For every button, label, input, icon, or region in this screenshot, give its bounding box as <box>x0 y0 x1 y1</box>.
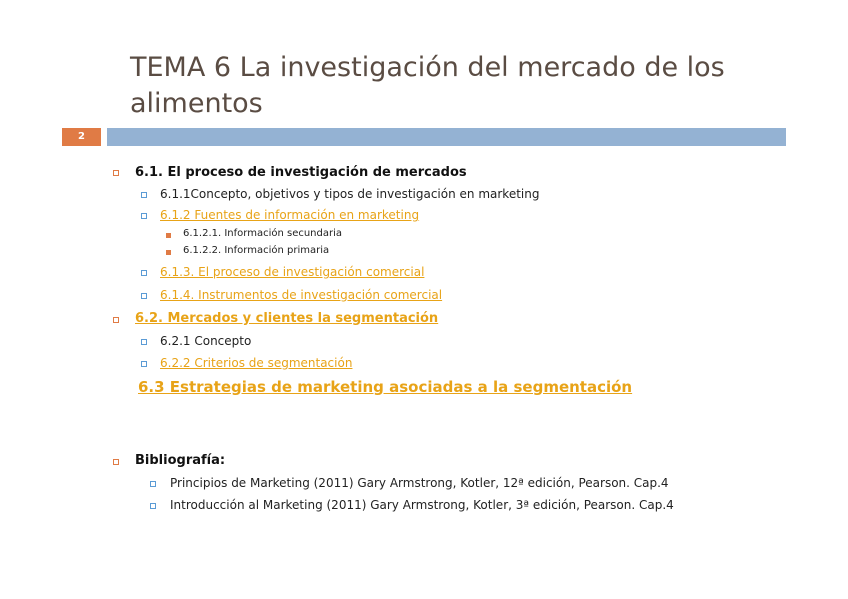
bullet-square-icon <box>113 317 119 323</box>
link-6-1-2[interactable]: 6.1.2 Fuentes de información en marketing <box>160 208 420 222</box>
section-6-1-2-1: 6.1.2.1. Información secundaria <box>183 228 343 239</box>
bullet-square-icon <box>141 293 147 299</box>
bibliography-item: Principios de Marketing (2011) Gary Armstrong, Kotler, 12ª edición, Pearson. Cap.4 <box>170 476 669 490</box>
section-6-1-2-2: 6.1.2.2. Información primaria <box>183 245 330 256</box>
bullet-square-icon <box>141 270 147 276</box>
slide-number: 2 <box>62 128 101 146</box>
section-6-2-1: 6.2.1 Concepto <box>160 334 252 348</box>
section-6-1: 6.1. El proceso de investigación de mercados <box>135 165 467 180</box>
bullet-square-icon <box>150 481 156 487</box>
link-6-1-4[interactable]: 6.1.4. Instrumentos de investigación comercial <box>160 288 443 302</box>
link-6-3[interactable]: 6.3 Estrategias de marketing asociadas a la segmentación <box>138 378 633 396</box>
bullet-square-icon <box>113 459 119 465</box>
bullet-square-icon <box>141 213 147 219</box>
bullet-square-icon <box>141 339 147 345</box>
link-6-2[interactable]: 6.2. Mercados y clientes la segmentación <box>135 311 439 326</box>
slide-title <box>130 50 770 122</box>
slide-title-line1: TEMA 6 La investigación del mercado de los <box>130 52 725 83</box>
bullet-filled-icon <box>166 233 171 238</box>
bibliography-item: Introducción al Marketing (2011) Gary Armstrong, Kotler, 3ª edición, Pearson. Cap.4 <box>170 498 674 512</box>
slide-title-line2: alimentos <box>130 88 263 119</box>
bibliography-heading: Bibliografía: <box>135 453 226 468</box>
bullet-filled-icon <box>166 250 171 255</box>
link-6-2-2[interactable]: 6.2.2 Criterios de segmentación <box>160 356 353 370</box>
section-6-1-1: 6.1.1Concepto, objetivos y tipos de investigación en marketing <box>160 187 540 201</box>
bullet-square-icon <box>113 170 119 176</box>
bullet-square-icon <box>150 503 156 509</box>
link-6-1-3[interactable]: 6.1.3. El proceso de investigación comercial <box>160 265 425 279</box>
header-band <box>107 128 786 146</box>
bullet-square-icon <box>141 192 147 198</box>
bullet-square-icon <box>141 361 147 367</box>
